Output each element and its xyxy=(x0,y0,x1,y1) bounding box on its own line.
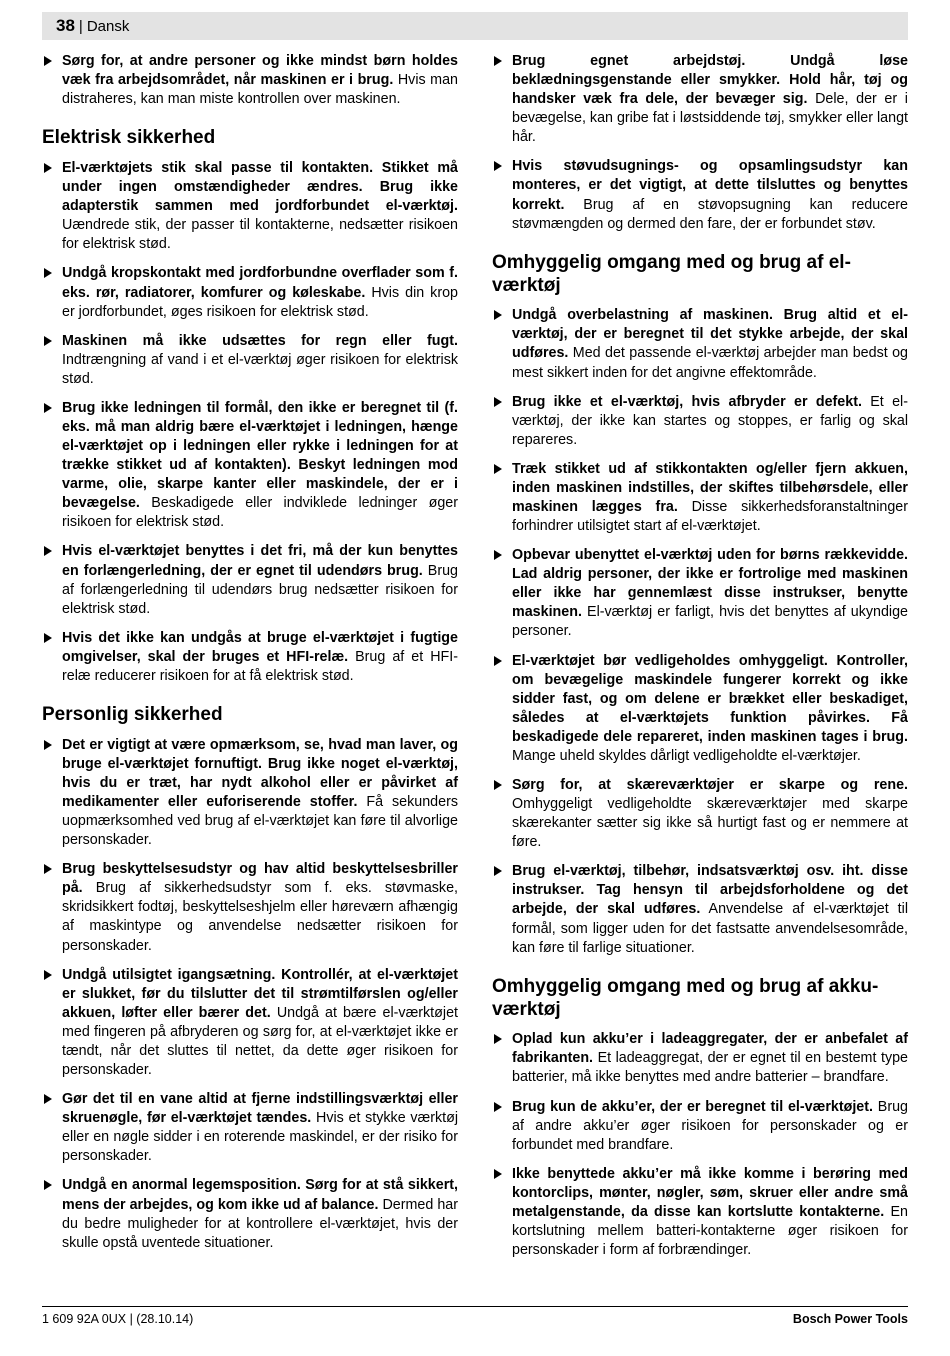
triangle-bullet-icon xyxy=(44,970,52,980)
triangle-bullet-icon xyxy=(494,656,502,666)
bullet-lead: Brug ikke ledningen til formål, den ikke er beregnet til (f. eks. må man aldrig bære el-værktøjet i ledningen, hænge el-værktøjet op i ledningen eller rykke i ledningen for at trække stikket ud af kontakten). Beskyt ledningen mod varme, olie, skarpe kanter eller maskindele, der er i bevægelse. xyxy=(62,399,458,512)
section-heading: Omhyggelig omgang med og brug af el-værktøj xyxy=(492,251,851,296)
list-item xyxy=(492,862,908,957)
bullet-body: Undgå at bære el-værktøjet med fingeren på afbryderen og sørg for, at el-værktøjet ikke er tændt, når det sluttes til nettet, da dette øger risikoen for personskader. xyxy=(62,1004,458,1079)
header-language: Dansk xyxy=(86,17,130,35)
triangle-bullet-icon xyxy=(44,56,52,66)
list-item xyxy=(42,1176,458,1252)
bullet-body: Mange uheld skyldes dårligt vedligeholdte el-værktøjer. xyxy=(512,747,861,764)
bullet-body: El-værktøj er farligt, hvis det benyttes af ukyndige personer. xyxy=(512,604,908,640)
triangle-bullet-icon xyxy=(494,56,502,66)
bullet-lead: Hvis det ikke kan undgås at bruge el-værktøjet i fugtige omgivelser, skal der bruges et HFI-relæ. xyxy=(62,629,458,665)
bullet-lead: Maskinen må ikke udsættes for regn eller fugt. xyxy=(62,332,458,349)
section-heading: Omhyggelig omgang med og brug af akku-værktøj xyxy=(492,975,879,1020)
bullet-body: Indtrængning af vand i et el-værktøj øger risikoen for elektrisk stød. xyxy=(62,351,458,387)
bullet-body: Omhyggeligt vedligeholdte skæreværktøjer med skarpe skærekanter sætter sig ikke så hurtigt fast og er nemmere at føre. xyxy=(512,796,908,851)
bullet-lead: Undgå kropskontakt med jordforbundne overflader som f. eks. rør, radiatorer, komfurer og køleskabe. xyxy=(62,265,458,301)
triangle-bullet-icon xyxy=(494,866,502,876)
triangle-bullet-icon xyxy=(494,464,502,474)
bullet-lead: El-værktøjets stik skal passe til kontakten. Stikket må under ingen omstændigheder ændres. Brug ikke adapterstik sammen med jordforbundet el-værktøj. xyxy=(62,160,458,215)
page-footer xyxy=(42,1306,908,1326)
triangle-bullet-icon xyxy=(44,1094,52,1104)
bullet-lead: Brug kun de akku’er, der er beregnet til el-værktøjet. xyxy=(512,1098,873,1115)
list-item xyxy=(42,860,458,955)
right-column xyxy=(492,52,908,1270)
bullet-lead: El-værktøjet bør vedligeholdes omhyggeligt. Kontroller, om bevægelige maskindele fungerer korrekt og ikke sidder fast, og om delene er brækket eller beskadiget, således at el-værktøjets funktion påvirkes. Få beskadigede dele repareret, inden maskinen tages i brug. xyxy=(512,652,908,745)
section-heading: Elektrisk sikkerhed xyxy=(42,127,216,149)
triangle-bullet-icon xyxy=(494,397,502,407)
list-item xyxy=(492,1165,908,1260)
triangle-bullet-icon xyxy=(44,1180,52,1190)
bullet-body: Beskadigede eller indviklede ledninger øger risikoen for elektrisk stød. xyxy=(62,495,458,531)
list-item xyxy=(42,966,458,1080)
triangle-bullet-icon xyxy=(44,163,52,173)
bullet-lead: Undgå overbelastning af maskinen. Brug altid et el-værktøj, der er beregnet til det stykke arbejde, der skal udføres. xyxy=(512,307,908,362)
bullet-lead: Brug beskyttelsesudstyr og hav altid beskyttelsesbriller på. xyxy=(62,861,458,897)
bullet-lead: Oplad kun akku’er i ladeaggregater, der er anbefalet af fabrikanten. xyxy=(512,1031,908,1067)
list-item xyxy=(492,776,908,852)
bullet-body: Dele, der er i bevægelse, kan gribe fat i løstsiddende tøj, smykker eller langt hår. xyxy=(512,91,908,146)
bullet-body: Uændrede stik, der passer til kontakterne, nedsætter risikoen for elektrisk stød. xyxy=(62,217,458,253)
bullet-lead: Træk stikket ud af stikkontakten og/eller fjern akkuen, inden maskinen indstilles, der skiftes tilbehørsdele, eller maskinen lægges fra. xyxy=(512,460,908,515)
bullet-body: Disse sikkerhedsforanstaltninger forhindrer utilsigtet start af el-værktøjet. xyxy=(512,499,908,535)
list-item xyxy=(492,1098,908,1155)
list-item xyxy=(492,1030,908,1087)
triangle-bullet-icon xyxy=(494,780,502,790)
page-header xyxy=(42,12,908,40)
bullet-lead: Undgå utilsigtet igangsætning. Kontrollér, at el-værktøjet er slukket, før du tilslutter det til strømtilførslen og/eller akkuen, løfter eller bærer det. xyxy=(62,966,458,1021)
bullet-lead: Hvis støvudsugnings- og opsamlingsudstyr kan monteres, er det vigtigt, at dette tilsluttes og benyttes korrekt. xyxy=(512,158,908,213)
footer-document-code: 1 609 92A 0UX | (28.10.14) xyxy=(42,1312,194,1326)
bullet-body: Hvis man distraheres, kan man miste kontrollen over maskinen. xyxy=(62,72,458,108)
triangle-bullet-icon xyxy=(494,550,502,560)
list-item xyxy=(492,652,908,766)
list-item xyxy=(42,159,458,254)
bullet-body: En kortslutning mellem batteri-kontakterne øger risikoen for personskader i form af forbrændinger. xyxy=(512,1203,908,1259)
triangle-bullet-icon xyxy=(44,268,52,278)
bullet-body: Hvis din krop er jordforbundet, øges risikoen for elektrisk stød. xyxy=(62,284,458,320)
list-item xyxy=(492,460,908,536)
triangle-bullet-icon xyxy=(44,403,52,413)
left-column xyxy=(42,52,458,1270)
header-separator: | xyxy=(78,17,83,35)
bullet-lead: Sørg for, at andre personer og ikke mindst børn holdes væk fra arbejdsområdet, når maskinen er i brug. xyxy=(62,53,458,89)
list-item xyxy=(492,157,908,233)
triangle-bullet-icon xyxy=(494,161,502,171)
list-item xyxy=(492,52,908,147)
content-columns xyxy=(42,52,908,1270)
triangle-bullet-icon xyxy=(494,1034,502,1044)
bullet-lead: Hvis el-værktøjet benyttes i det fri, må der kun benyttes en forlængerledning, der er egnet til udendørs brug. xyxy=(62,543,458,579)
triangle-bullet-icon xyxy=(494,1169,502,1179)
list-item xyxy=(42,399,458,533)
bullet-body: Brug af forlængerledning til udendørs brug nedsætter risikoen for elektrisk stød. xyxy=(62,562,458,617)
list-item xyxy=(42,52,458,109)
triangle-bullet-icon xyxy=(44,740,52,750)
triangle-bullet-icon xyxy=(44,633,52,643)
triangle-bullet-icon xyxy=(494,1102,502,1112)
bullet-lead: Ikke benyttede akku’er må ikke komme i berøring med kontorclips, mønter, nøgler, søm, skruer eller andre små metalgenstande, da disse kan kortslutte kontakterne. xyxy=(512,1165,908,1220)
footer-brand: Bosch Power Tools xyxy=(792,1312,908,1326)
bullet-body: Med det passende el-værktøj arbejder man bedst og mest sikkert inden for det angivne effektområde. xyxy=(512,345,908,381)
triangle-bullet-icon xyxy=(494,310,502,320)
bullet-body: Få sekunders uopmærksomhed ved brug af el-værktøjet kan føre til alvorlige personskader. xyxy=(62,794,458,849)
list-item xyxy=(492,393,908,450)
page-number: 38 xyxy=(56,16,75,35)
list-item xyxy=(42,332,458,389)
list-item xyxy=(42,542,458,618)
bullet-lead: Brug el-værktøj, tilbehør, indsatsværktøj osv. iht. disse instrukser. Tag hensyn til arbejdsforholdene og det arbejde, der skal udføres. xyxy=(512,863,908,918)
triangle-bullet-icon xyxy=(44,864,52,874)
list-item xyxy=(42,264,458,321)
bullet-lead: Sørg for, at skæreværktøjer er skarpe og rene. xyxy=(512,777,908,794)
list-item xyxy=(492,546,908,641)
list-item xyxy=(42,736,458,850)
bullet-body: Dermed har du bedre muligheder for at kontrollere el-værktøjet, hvis der skulle opstå uventede situationer. xyxy=(62,1196,458,1251)
list-item xyxy=(42,629,458,686)
bullet-body: Anvendelse af el-værktøjet til formål, som ligger uden for det fastsatte anvendelsesområde, kan føre til farlige situationer. xyxy=(512,901,908,956)
list-item xyxy=(492,306,908,382)
section-heading: Personlig sikkerhed xyxy=(42,703,223,725)
bullet-body: Et el-værktøj, der ikke kan startes og stoppes, er farlig og skal repareres. xyxy=(512,393,908,448)
bullet-lead: Undgå en anormal legemsposition. Sørg for at stå sikkert, mens der arbejdes, og kom ikke ud af balance. xyxy=(62,1177,458,1213)
bullet-body: Brug af en støvopsugning kan reducere støvmængden og dermed den fare, der er forbundet støv. xyxy=(512,196,908,232)
bullet-body: Brug af andre akku’er øger risikoen for personskader og er forbundet med brandfare. xyxy=(512,1098,909,1153)
bullet-lead: Det er vigtigt at være opmærksom, se, hvad man laver, og bruge el-værktøjet fornuftigt. Brug ikke noget el-værktøj, hvis du er træt, har nydt alkohol eller er påvirket af medikamenter eller euforiserende stoffer. xyxy=(62,736,458,811)
list-item xyxy=(42,1090,458,1166)
triangle-bullet-icon xyxy=(44,336,52,346)
bullet-lead: Gør det til en vane altid at fjerne indstillingsværktøj eller skruenøgle, før el-værktøjet tændes. xyxy=(62,1091,458,1127)
bullet-lead: Opbevar ubenyttet el-værktøj uden for børns rækkevidde. Lad aldrig personer, der ikke er fortrolige med maskinen eller ikke har gennemlæst disse instrukser, benytte maskinen. xyxy=(512,547,908,621)
bullet-body: Brug af sikkerhedsudstyr som f. eks. støvmaske, skridsikkert fodtøj, beskyttelseshjelm eller høreværn afhængig af maskintype og anvendelse nedsætter risikoen for personskader. xyxy=(62,880,458,954)
bullet-body: Brug af et HFI-relæ reducerer risikoen for at få elektrisk stød. xyxy=(62,648,458,684)
bullet-body: Hvis et stykke værktøj eller en nøgle sidder i en roterende maskindel, er der risiko for personskader. xyxy=(62,1110,458,1165)
bullet-body: Et ladeaggregat, der er egnet til en bestemt type batterier, må ikke benyttes med andre batterier – brandfare. xyxy=(512,1050,908,1086)
bullet-lead: Brug egnet arbejdstøj. Undgå løse beklædningsgenstande eller smykker. Hold hår, tøj og handsker væk fra dele, der bevæger sig. xyxy=(512,53,908,108)
bullet-lead: Brug ikke et el-værktøj, hvis afbryder er defekt. xyxy=(512,393,862,410)
triangle-bullet-icon xyxy=(44,546,52,556)
